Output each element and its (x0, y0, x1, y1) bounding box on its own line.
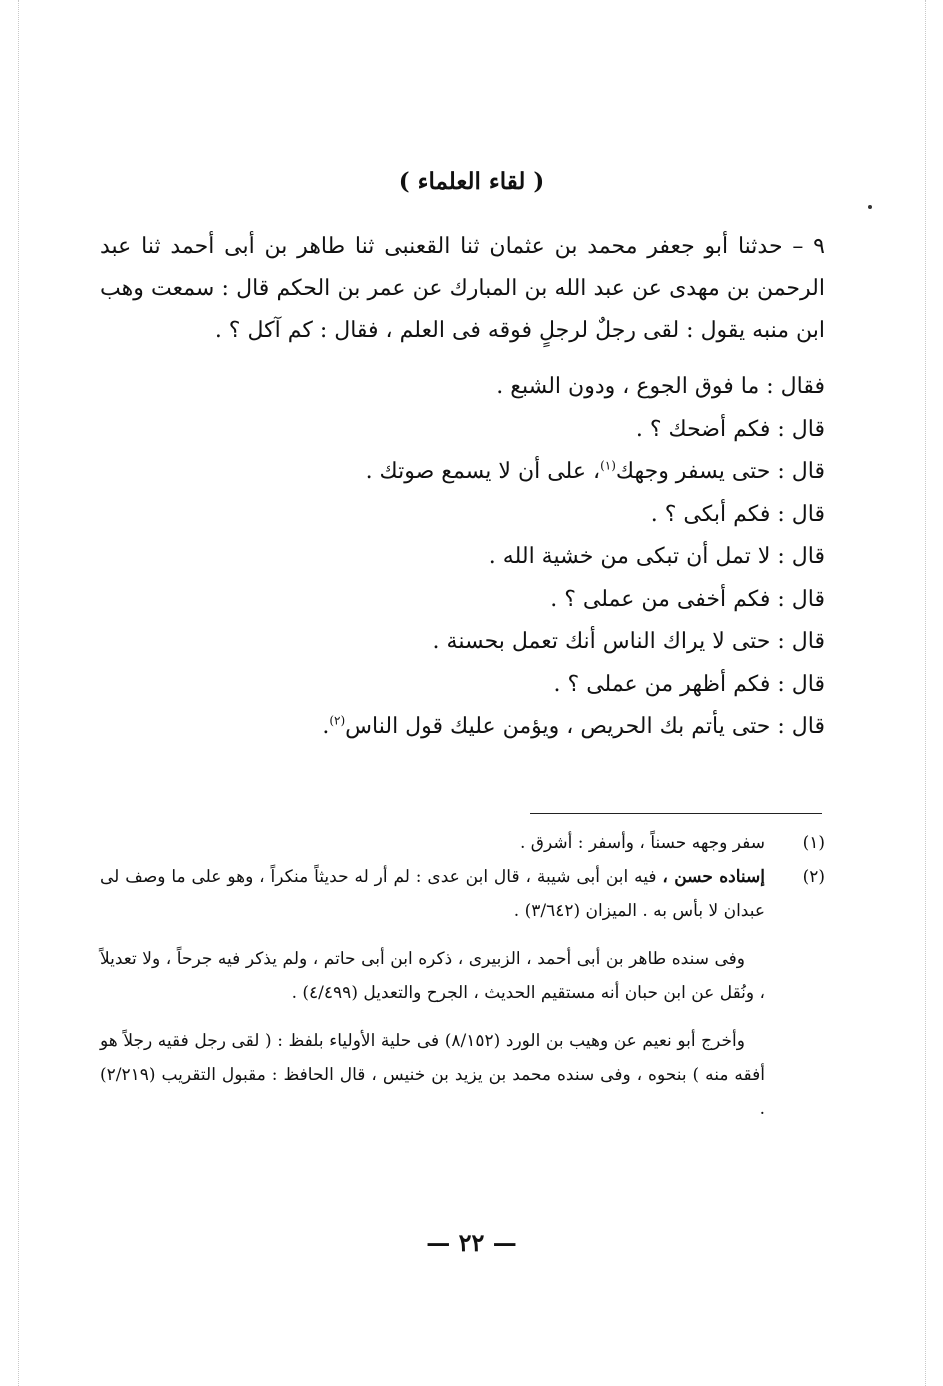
dialogue-line: قال : فكم أخفى من عملى ؟ . (550, 586, 825, 612)
scan-speck (868, 205, 872, 209)
footnote-paragraph: وأخرج أبو نعيم عن وهيب بن الورد (٨/١٥٢) فى حلية الأولياء بلفظ : ( لقى رجل فقيه رجلاً هو أفقه منه ) بنحوه ، وفى سنده محمد بن يزيد بن خنيس ، قال الحافظ : مقبول التقريب (٢/٢١٩) . (100, 1031, 765, 1119)
scan-edge-dots (18, 0, 19, 1386)
section-title: ( لقاء العلماء ) (398, 168, 545, 195)
hadith-paragraph (100, 226, 825, 352)
dialogue-line: قال : حتى يسفر وجهك$^{(١)}$، على أن لا يسمع صوتك . (365, 458, 825, 484)
dialogue-line: فقال : ما فوق الجوع ، ودون الشبع . (496, 374, 825, 399)
footnote-2 (100, 860, 825, 928)
footnote-ref[interactable]: (٢) (329, 713, 346, 728)
dialogue-line: قال : لا تمل أن تبكى من خشية الله . (488, 544, 825, 569)
dialogue-line: قال : حتى لا يراك الناس أنك تعمل بحسنة . (432, 629, 825, 654)
dialogue-list (100, 366, 825, 749)
dialogue-line: قال : فكم أظهر من عملى ؟ . (553, 671, 825, 697)
footnote-text: سفر وجهه حسناً ، وأسفر : أشرق . (519, 833, 765, 853)
footnote-bold-lead: إسناده حسن ، (662, 867, 765, 887)
dialogue-line: قال : فكم أبكى ؟ . (650, 501, 825, 527)
footnote-number: (٢) (802, 867, 825, 887)
footnote-paragraph: وفى سنده طاهر بن أبى أحمد ، الزبيرى ، ذكره ابن أبى حاتم ، ولم يذكر فيه جرحاً ، ولا تعديلاً ، ونُقل عن ابن حبان أنه مستقيم الحديث ، الجرح والتعديل (٤/٤٩٩) . (100, 949, 765, 1003)
page-number: — ٢٢ — (426, 1228, 517, 1257)
footnote-ref[interactable]: (١) (600, 458, 616, 473)
footnote-1 (100, 826, 825, 860)
footnote-number: (١) (802, 833, 825, 853)
footnote-separator (530, 813, 822, 814)
footnote-text: إسناده حسن ، فيه ابن أبى شيبة ، قال ابن عدى : لم أر له حديثاً منكراً ، وهو على ما وصف لى عبدان لا بأس به . الميزان (٣/٦٤٢) . (100, 867, 765, 921)
paragraph-text: ٩ – حدثنا أبو جعفر محمد بن عثمان ثنا القعنبى ثنا طاهر بن أبى أحمد ثنا عبد الرحمن بن مهدى عن عبد الله بن المبارك عن عمر بن الحكم قال : سمعت وهب ابن منبه يقول : لقى رجلٌ لرجلٍ فوقه فى العلم ، فقال : كم آكل ؟ . (100, 234, 825, 343)
dialogue-line: قال : حتى يأتم بك الحريص ، ويؤمن عليك قول الناس$^{(٢)}$. (322, 713, 825, 739)
scan-edge-dots (925, 0, 926, 1386)
dialogue-line: قال : فكم أضحك ؟ . (635, 416, 825, 442)
footnotes (100, 826, 825, 1126)
